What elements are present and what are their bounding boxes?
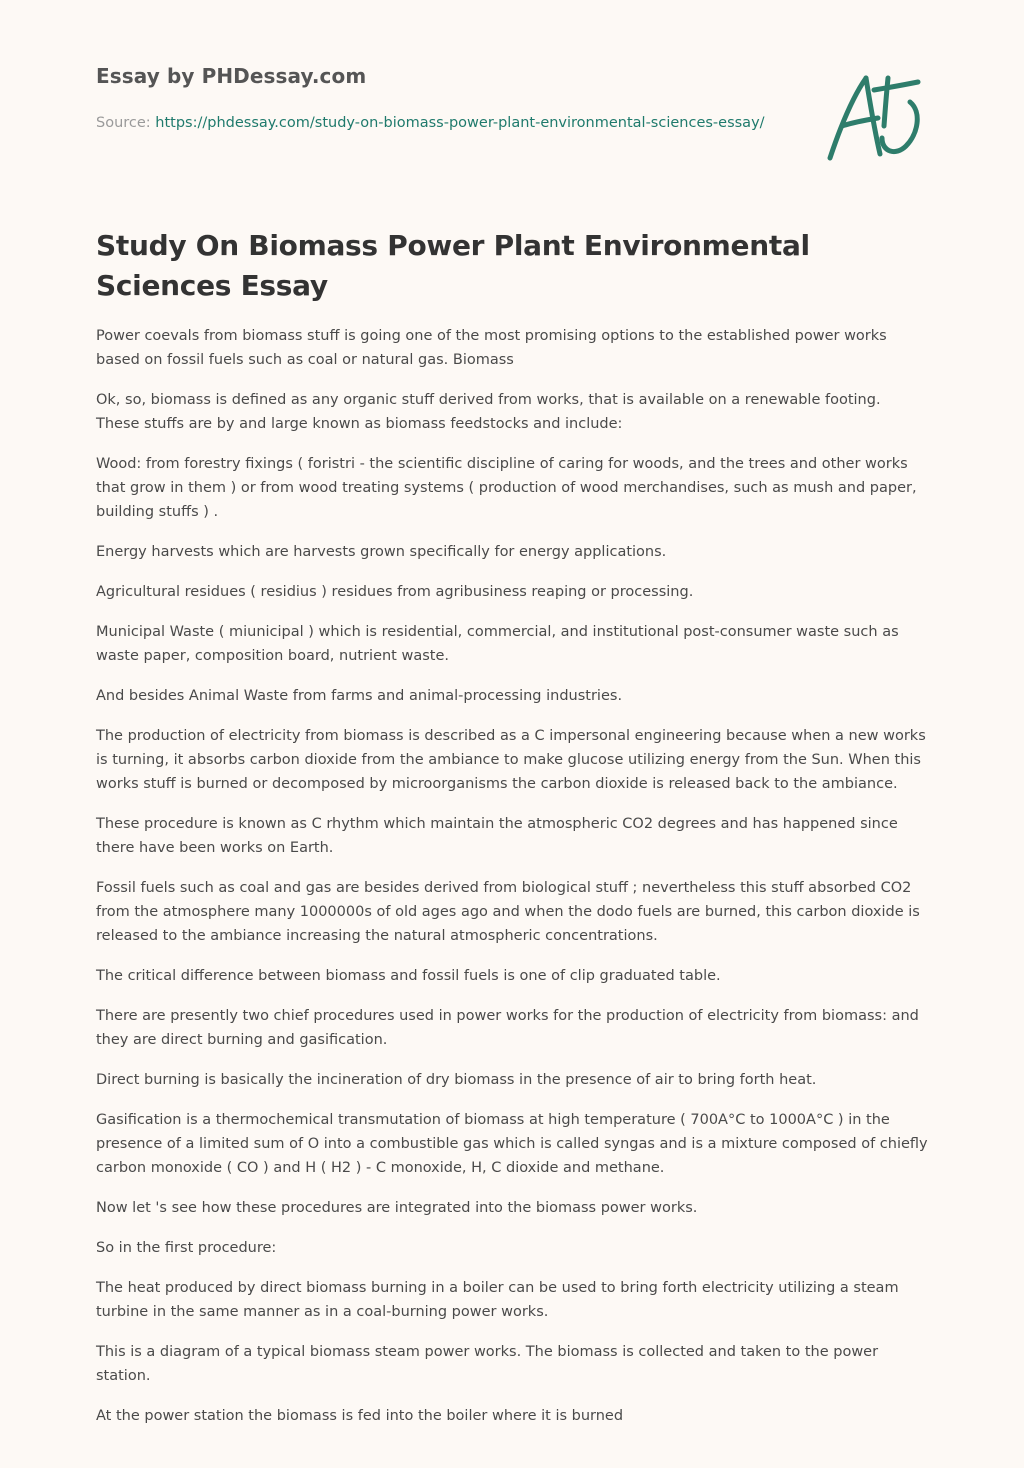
paragraph: Agricultural residues ( residius ) residues from agribusiness reaping or processing.: [96, 584, 694, 600]
source-line: [96, 111, 776, 135]
site-title: Essay by PHDessay.com: [96, 64, 367, 88]
a-plus-logo-icon: [822, 68, 926, 164]
paragraph: Ok, so, biomass is defined as any organic stuff derived from works, that is available on a renewable footing. These stuffs are by and large known as biomass feedstocks and include:: [96, 392, 881, 432]
source-link[interactable]: https://phdessay.com/study-on-biomass-power-plant-environmental-sciences-essay/: [155, 115, 765, 131]
paragraph: Wood: from forestry fixings ( foristri - the scientific discipline of caring for woods, and the trees and other works that grow in them ) or from wood treating systems ( production of wood merchandises, such as mush and paper, building stuffs ) .: [96, 456, 917, 520]
paragraph: Energy harvests which are harvests grown specifically for energy applications.: [96, 544, 667, 560]
paragraph: The heat produced by direct biomass burning in a boiler can be used to bring forth electricity utilizing a steam turbine in the same manner as in a coal-burning power works.: [96, 1280, 899, 1320]
paragraph: The critical difference between biomass and fossil fuels is one of clip graduated table.: [96, 968, 721, 984]
paragraph: This is a diagram of a typical biomass steam power works. The biomass is collected and taken to the power station.: [96, 1344, 879, 1384]
paragraph: These procedure is known as C rhythm which maintain the atmospheric CO2 degrees and has happened since there have been works on Earth.: [96, 816, 898, 856]
paragraph: The production of electricity from biomass is described as a C impersonal engineering because when a new works is turning, it absorbs carbon dioxide from the ambiance to make glucose utilizing energy from the Sun. When this works stuff is burned or decomposed by microorganisms the carbon dioxide is released back to the ambiance.: [96, 728, 926, 792]
essay-body: [96, 324, 928, 1444]
source-label: Source:: [96, 115, 156, 131]
paragraph: And besides Animal Waste from farms and animal-processing industries.: [96, 688, 623, 704]
paragraph: Direct burning is basically the incineration of dry biomass in the presence of air to bring forth heat.: [96, 1072, 817, 1088]
paragraph: There are presently two chief procedures used in power works for the production of electricity from biomass: and they are direct burning and gasification.: [96, 1008, 919, 1048]
paragraph: Now let 's see how these procedures are integrated into the biomass power works.: [96, 1200, 698, 1216]
paragraph: Power coevals from biomass stuff is going one of the most promising options to the established power works based on fossil fuels such as coal or natural gas. Biomass: [96, 328, 887, 368]
paragraph: Gasification is a thermochemical transmutation of biomass at high temperature ( 700A°C to 1000A°C ) in the presence of a limited sum of O into a combustible gas which is called syngas and is a mixture composed of chiefly carbon monoxide ( CO ) and H ( H2 ) - C monoxide, H, C dioxide and methane.: [96, 1112, 928, 1176]
paragraph: At the power station the biomass is fed into the boiler where it is burned: [96, 1408, 624, 1424]
paragraph: So in the first procedure:: [96, 1240, 277, 1256]
paragraph: Fossil fuels such as coal and gas are besides derived from biological stuff ; nevertheless this stuff absorbed CO2 from the atmosphere many 1000000s of old ages ago and when the dodo fuels are burned, this carbon dioxide is released to the ambiance increasing the natural atmospheric concentrations.: [96, 880, 920, 944]
paragraph: Municipal Waste ( miunicipal ) which is residential, commercial, and institutional post-consumer waste such as waste paper, composition board, nutrient waste.: [96, 624, 899, 664]
essay-title: Study On Biomass Power Plant Environmental Sciences Essay: [96, 229, 810, 302]
